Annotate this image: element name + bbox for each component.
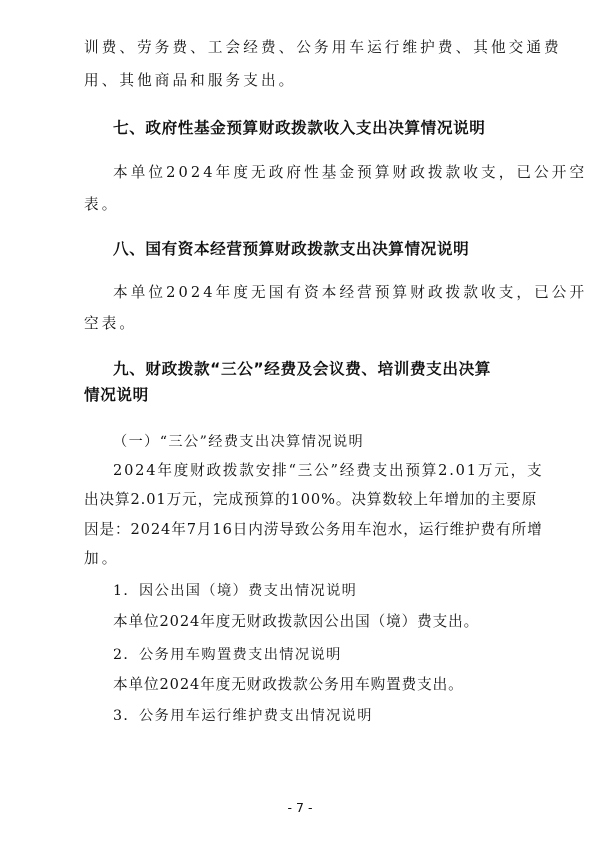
paragraph-line: 本单位2024年度无财政拨款公务用车购置费支出。 xyxy=(113,676,464,693)
numbered-item-heading: 2．公务用车购置费支出情况说明 xyxy=(113,647,342,663)
paragraph-line: 用、其他商品和服务支出。 xyxy=(84,72,297,89)
section-heading-9-continued: 情况说明 xyxy=(84,386,149,404)
section-heading-8: 八、国有资本经营预算财政拨款支出决算情况说明 xyxy=(113,240,470,258)
paragraph-line: 本单位2024年度无国有资本经营预算财政拨款收支，已公开 xyxy=(113,284,588,301)
page-number: - 7 - xyxy=(287,800,313,815)
paragraph-line: 本单位2024年度无政府性基金预算财政拨款收支，已公开空 xyxy=(113,164,588,181)
section-heading-7: 七、政府性基金预算财政拨款收入支出决算情况说明 xyxy=(113,119,486,137)
paragraph-line: 出决算2.01万元，完成预算的100%。决算数较上年增加的主要原 xyxy=(84,491,538,508)
paragraph-line: 2024年度财政拨款安排“三公”经费支出预算2.01万元，支 xyxy=(113,462,544,479)
numbered-item-heading: 1．因公出国（境）费支出情况说明 xyxy=(113,583,358,599)
paragraph-line: 训费、劳务费、工会经费、公务用车运行维护费、其他交通费 xyxy=(84,39,562,56)
subsection-heading: （一）“三公”经费支出决算情况说明 xyxy=(113,434,365,450)
paragraph-line: 加。 xyxy=(84,550,120,567)
paragraph-line: 空表。 xyxy=(84,315,138,332)
section-heading-9: 九、财政拨款“三公”经费及会议费、培训费支出决算 xyxy=(113,360,491,378)
paragraph-line: 表。 xyxy=(84,196,120,213)
paragraph-line: 本单位2024年度无财政拨款因公出国（境）费支出。 xyxy=(113,613,480,630)
numbered-item-heading: 3．公务用车运行维护费支出情况说明 xyxy=(113,708,373,724)
paragraph-line: 因是：2024年7月16日内涝导致公务用车泡水，运行维护费有所增 xyxy=(84,521,543,538)
